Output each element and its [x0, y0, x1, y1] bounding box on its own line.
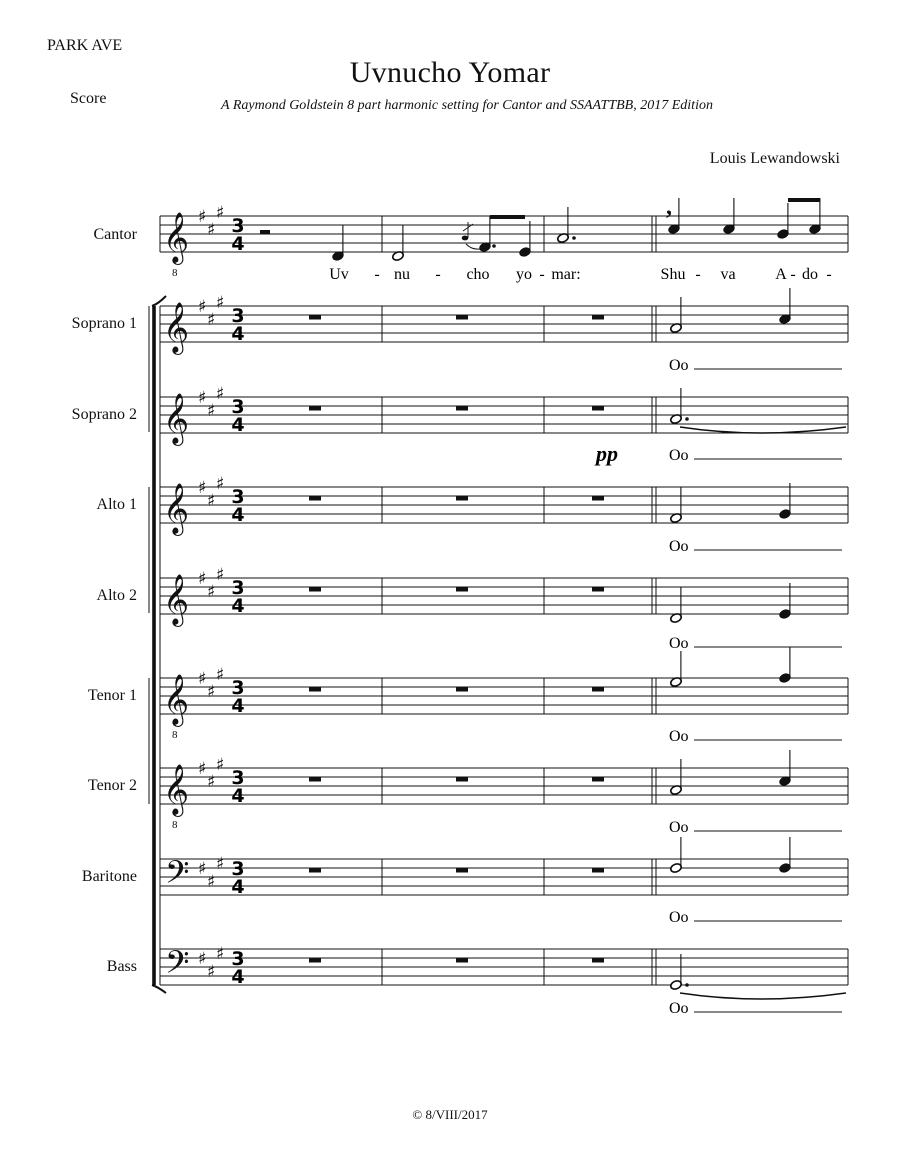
octave-marker: 8: [172, 819, 178, 831]
time-sig-top: 3: [231, 396, 245, 418]
choir-lyric-alto-2: Oo: [669, 635, 689, 652]
time-sig-top: 3: [231, 767, 245, 789]
sharp-sign: ♯: [207, 220, 216, 240]
whole-rest: [592, 958, 604, 963]
sharp-sign: ♯: [198, 759, 207, 779]
time-sig-bottom: 4: [231, 785, 245, 807]
choir-lyric-tenor-2: Oo: [669, 819, 689, 836]
whole-rest: [456, 687, 468, 692]
treble-clef: 𝄞: [163, 674, 190, 725]
octave-marker: 8: [172, 729, 178, 741]
lyric-syllable: A: [775, 266, 787, 283]
time-sig-top: 3: [231, 948, 245, 970]
composer-name: Louis Lewandowski: [709, 150, 840, 167]
augmentation-dot: [685, 983, 689, 987]
lyric-syllable: mar:: [551, 266, 581, 283]
time-sig-top: 3: [231, 305, 245, 327]
lyric-hyphen: -: [790, 266, 796, 283]
score-title: Uvnucho Yomar: [349, 56, 551, 89]
part-name-tenor-2: Tenor 2: [87, 777, 137, 794]
sharp-sign: ♯: [207, 310, 216, 330]
header-top-left: PARK AVE: [47, 37, 123, 54]
whole-rest: [456, 315, 468, 320]
copyright-footer: © 8/VIII/2017: [412, 1107, 488, 1122]
choir-lyric-alto-1: Oo: [669, 538, 689, 555]
sharp-sign: ♯: [216, 203, 225, 223]
lyric-syllable: cho: [466, 266, 490, 283]
lyric-syllable: do: [802, 266, 818, 283]
score-marks: [163, 194, 846, 1012]
whole-rest: [309, 496, 321, 501]
lyric-hyphen: -: [435, 266, 441, 283]
lyric-syllable: nu: [394, 266, 410, 283]
time-sig-top: 3: [231, 486, 245, 508]
time-sig-top: 3: [231, 677, 245, 699]
part-name-alto-1: Alto 1: [96, 496, 137, 513]
lyric-hyphen: -: [695, 266, 701, 283]
augmentation-dot: [685, 417, 689, 421]
sharp-sign: ♯: [207, 491, 216, 511]
time-sig-bottom: 4: [231, 595, 245, 617]
sharp-sign: ♯: [216, 565, 225, 585]
breath-mark: ,: [666, 194, 672, 220]
time-sig-top: 3: [231, 215, 245, 237]
lyric-hyphen: -: [826, 266, 832, 283]
choir-lyric-baritone: Oo: [669, 909, 689, 926]
treble-clef: 𝄞: [163, 302, 190, 353]
time-sig-bottom: 4: [231, 323, 245, 345]
sharp-sign: ♯: [216, 755, 225, 775]
lyric-syllable: va: [720, 266, 736, 283]
whole-rest: [309, 958, 321, 963]
time-sig-bottom: 4: [231, 695, 245, 717]
choir-lyric-soprano-2: Oo: [669, 447, 689, 464]
sharp-sign: ♯: [216, 665, 225, 685]
sharp-sign: ♯: [216, 474, 225, 494]
part-name-soprano-1: Soprano 1: [71, 315, 137, 332]
choir-lyric-soprano-1: Oo: [669, 357, 689, 374]
treble-clef: 𝄞: [163, 212, 190, 263]
sharp-sign: ♯: [207, 962, 216, 982]
lyric-syllable: yo: [516, 266, 532, 283]
whole-rest: [309, 587, 321, 592]
augmentation-dot: [492, 244, 496, 248]
sharp-sign: ♯: [198, 207, 207, 227]
part-name-tenor-1: Tenor 1: [87, 687, 137, 704]
grace-note: [462, 236, 469, 241]
whole-rest: [456, 406, 468, 411]
time-sig-bottom: 4: [231, 414, 245, 436]
treble-clef: 𝄞: [163, 393, 190, 444]
whole-rest: [592, 777, 604, 782]
whole-rest: [309, 406, 321, 411]
time-sig-bottom: 4: [231, 876, 245, 898]
sharp-sign: ♯: [207, 772, 216, 792]
grace-slur: [466, 244, 480, 249]
whole-rest: [309, 687, 321, 692]
sharp-sign: ♯: [216, 384, 225, 404]
lyric-syllable: Uv: [329, 266, 349, 283]
sharp-sign: ♯: [216, 293, 225, 313]
whole-rest: [456, 958, 468, 963]
sharp-sign: ♯: [207, 401, 216, 421]
whole-rest: [456, 777, 468, 782]
part-name-alto-2: Alto 2: [96, 587, 137, 604]
score-label: Score: [70, 90, 107, 107]
time-sig-top: 3: [231, 577, 245, 599]
whole-rest: [309, 777, 321, 782]
score-subtitle: A Raymond Goldstein 8 part harmonic setting for Cantor and SSAATTBB, 2017 Edition: [221, 98, 713, 113]
sharp-sign: ♯: [198, 388, 207, 408]
whole-rest: [592, 687, 604, 692]
lyric-hyphen: -: [539, 266, 545, 283]
sharp-sign: ♯: [198, 478, 207, 498]
time-sig-bottom: 4: [231, 504, 245, 526]
lyric-syllable: Shu: [660, 266, 686, 283]
part-name-soprano-2: Soprano 2: [71, 406, 137, 423]
whole-rest: [456, 587, 468, 592]
whole-rest: [456, 496, 468, 501]
octave-marker: 8: [172, 267, 178, 279]
sharp-sign: ♯: [207, 582, 216, 602]
beam: [490, 215, 525, 219]
part-name-bass: Bass: [106, 958, 137, 975]
lyric-hyphen: -: [374, 266, 380, 283]
time-sig-top: 3: [231, 858, 245, 880]
sharp-sign: ♯: [198, 859, 207, 879]
sharp-sign: ♯: [207, 872, 216, 892]
whole-rest: [309, 868, 321, 873]
beam: [788, 198, 820, 202]
whole-rest: [309, 315, 321, 320]
dynamic-marking: pp: [596, 441, 618, 466]
sharp-sign: ♯: [198, 949, 207, 969]
whole-rest: [592, 587, 604, 592]
whole-rest: [592, 315, 604, 320]
whole-rest: [592, 868, 604, 873]
choir-lyric-bass: Oo: [669, 1000, 689, 1017]
bass-clef: 𝄢: [165, 944, 190, 988]
tie: [680, 993, 846, 999]
bracket-curl-bottom: [152, 985, 166, 993]
sharp-sign: ♯: [198, 669, 207, 689]
sharp-sign: ♯: [198, 569, 207, 589]
time-sig-bottom: 4: [231, 966, 245, 988]
staff-lines: [149, 216, 848, 993]
sharp-sign: ♯: [198, 297, 207, 317]
whole-rest: [592, 496, 604, 501]
bass-clef: 𝄢: [165, 854, 190, 898]
treble-clef: 𝄞: [163, 574, 190, 625]
treble-clef: 𝄞: [163, 764, 190, 815]
part-name-baritone: Baritone: [81, 868, 137, 885]
tie: [680, 427, 846, 433]
sharp-sign: ♯: [216, 944, 225, 964]
choir-lyric-tenor-1: Oo: [669, 728, 689, 745]
time-sig-bottom: 4: [231, 233, 245, 255]
augmentation-dot: [572, 236, 576, 240]
whole-rest: [456, 868, 468, 873]
whole-rest: [592, 406, 604, 411]
treble-clef: 𝄞: [163, 483, 190, 534]
half-rest: [260, 230, 270, 234]
part-name-cantor: Cantor: [93, 226, 137, 243]
sharp-sign: ♯: [207, 682, 216, 702]
sharp-sign: ♯: [216, 854, 225, 874]
score-text: [231, 215, 831, 1017]
